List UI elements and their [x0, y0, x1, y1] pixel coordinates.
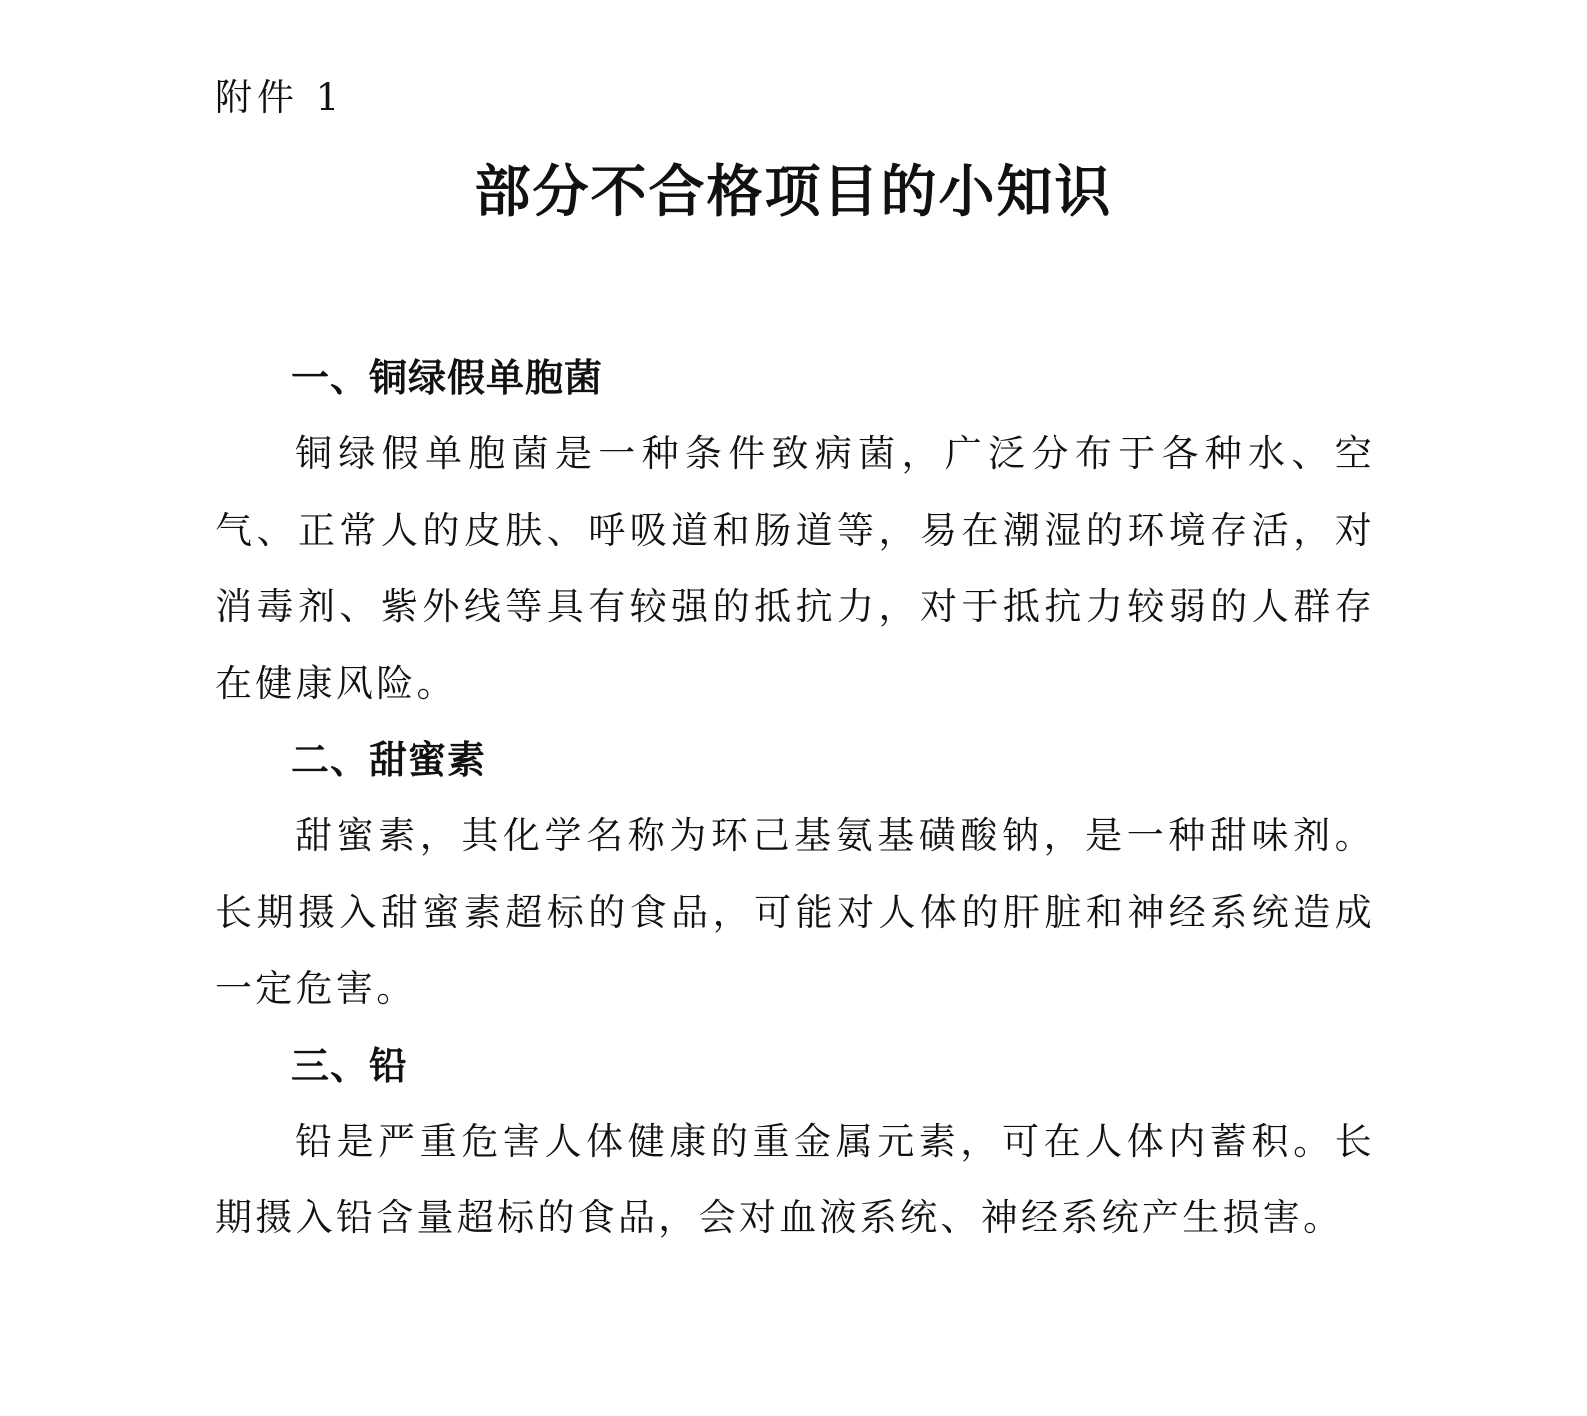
attachment-label: 附件 1: [215, 76, 345, 119]
section-heading: 一、铜绿假单胞菌: [291, 356, 604, 400]
section-paragraph: 甜蜜素，其化学名称为环己基氨基磺酸钠，是一种甜味剂。长期摄入甜蜜素超标的食品，可能对人体的肝脏和神经系统造成一定危害。: [215, 814, 1375, 1010]
section-paragraph: 铅是严重危害人体健康的重金属元素，可在人体内蓄积。长期摄入铅含量超标的食品，会对血液系统、神经系统产生损害。: [215, 1119, 1375, 1239]
section-pseudomonas: [215, 340, 1375, 722]
section-cyclamate: [215, 722, 1375, 1028]
section-heading: 三、铅: [291, 1043, 409, 1088]
document-body: [215, 340, 1375, 1257]
section-paragraph: 铜绿假单胞菌是一种条件致病菌，广泛分布于各种水、空气、正常人的皮肤、呼吸道和肠道等，易在潮湿的环境存活，对消毒剂、紫外线等具有较强的抵抗力，对于抵抗力较弱的人群存在健康风险。: [215, 432, 1375, 705]
section-heading: 二、甜蜜素: [291, 738, 487, 782]
document-title: 部分不合格项目的小知识: [474, 159, 1113, 225]
section-lead: [215, 1028, 1375, 1257]
